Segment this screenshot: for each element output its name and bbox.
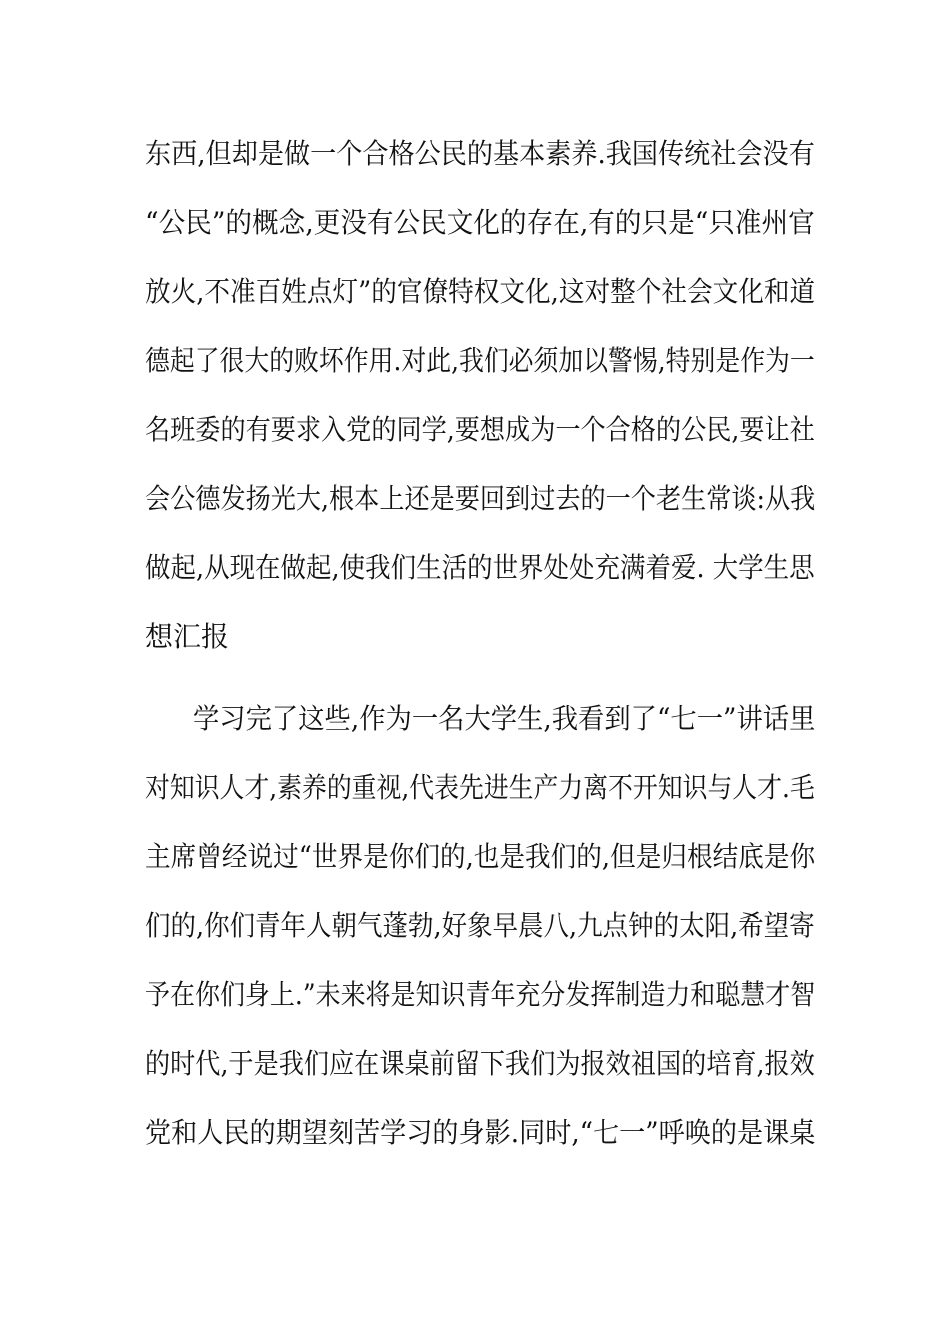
text-line: 会公德发扬光大,根本上还是要回到过去的一个老生常谈:从我 bbox=[145, 482, 816, 515]
text-line: 的时代,于是我们应在课桌前留下我们为报效祖国的培育,报效 bbox=[145, 1047, 815, 1080]
text-line: 做起,从现在做起,使我们生活的世界处处充满着爱. 大学生思 bbox=[145, 551, 815, 584]
text-line: 们的,你们青年人朝气蓬勃,好象早晨八,九点钟的太阳,希望寄 bbox=[145, 909, 815, 942]
text-line: 东西,但却是做一个合格公民的基本素养.我国传统社会没有 bbox=[145, 137, 815, 170]
text-line: “公民”的概念,更没有公民文化的存在,有的只是“只准州官 bbox=[145, 206, 815, 239]
text-line: 主席曾经说过“世界是你们的,也是我们的,但是归根结底是你 bbox=[145, 840, 816, 873]
text-line: 党和人民的期望刻苦学习的身影.同时,“七一”呼唤的是课桌 bbox=[145, 1116, 816, 1149]
text-line: 予在你们身上.”未来将是知识青年充分发挥制造力和聪慧才智 bbox=[145, 978, 816, 1011]
paragraph-first-line: 学习完了这些,作为一名大学生,我看到了“七一”讲话里 bbox=[193, 702, 816, 735]
text-line: 名班委的有要求入党的同学,要想成为一个合格的公民,要让社 bbox=[145, 413, 815, 446]
text-line: 德起了很大的败坏作用.对此,我们必须加以警惕,特别是作为一 bbox=[145, 344, 815, 377]
text-line: 放火,不准百姓点灯”的官僚特权文化,这对整个社会文化和道 bbox=[145, 275, 816, 308]
text-line: 想汇报 bbox=[145, 620, 230, 653]
text-line: 对知识人才,素养的重视,代表先进生产力离不开知识与人才.毛 bbox=[145, 771, 815, 804]
